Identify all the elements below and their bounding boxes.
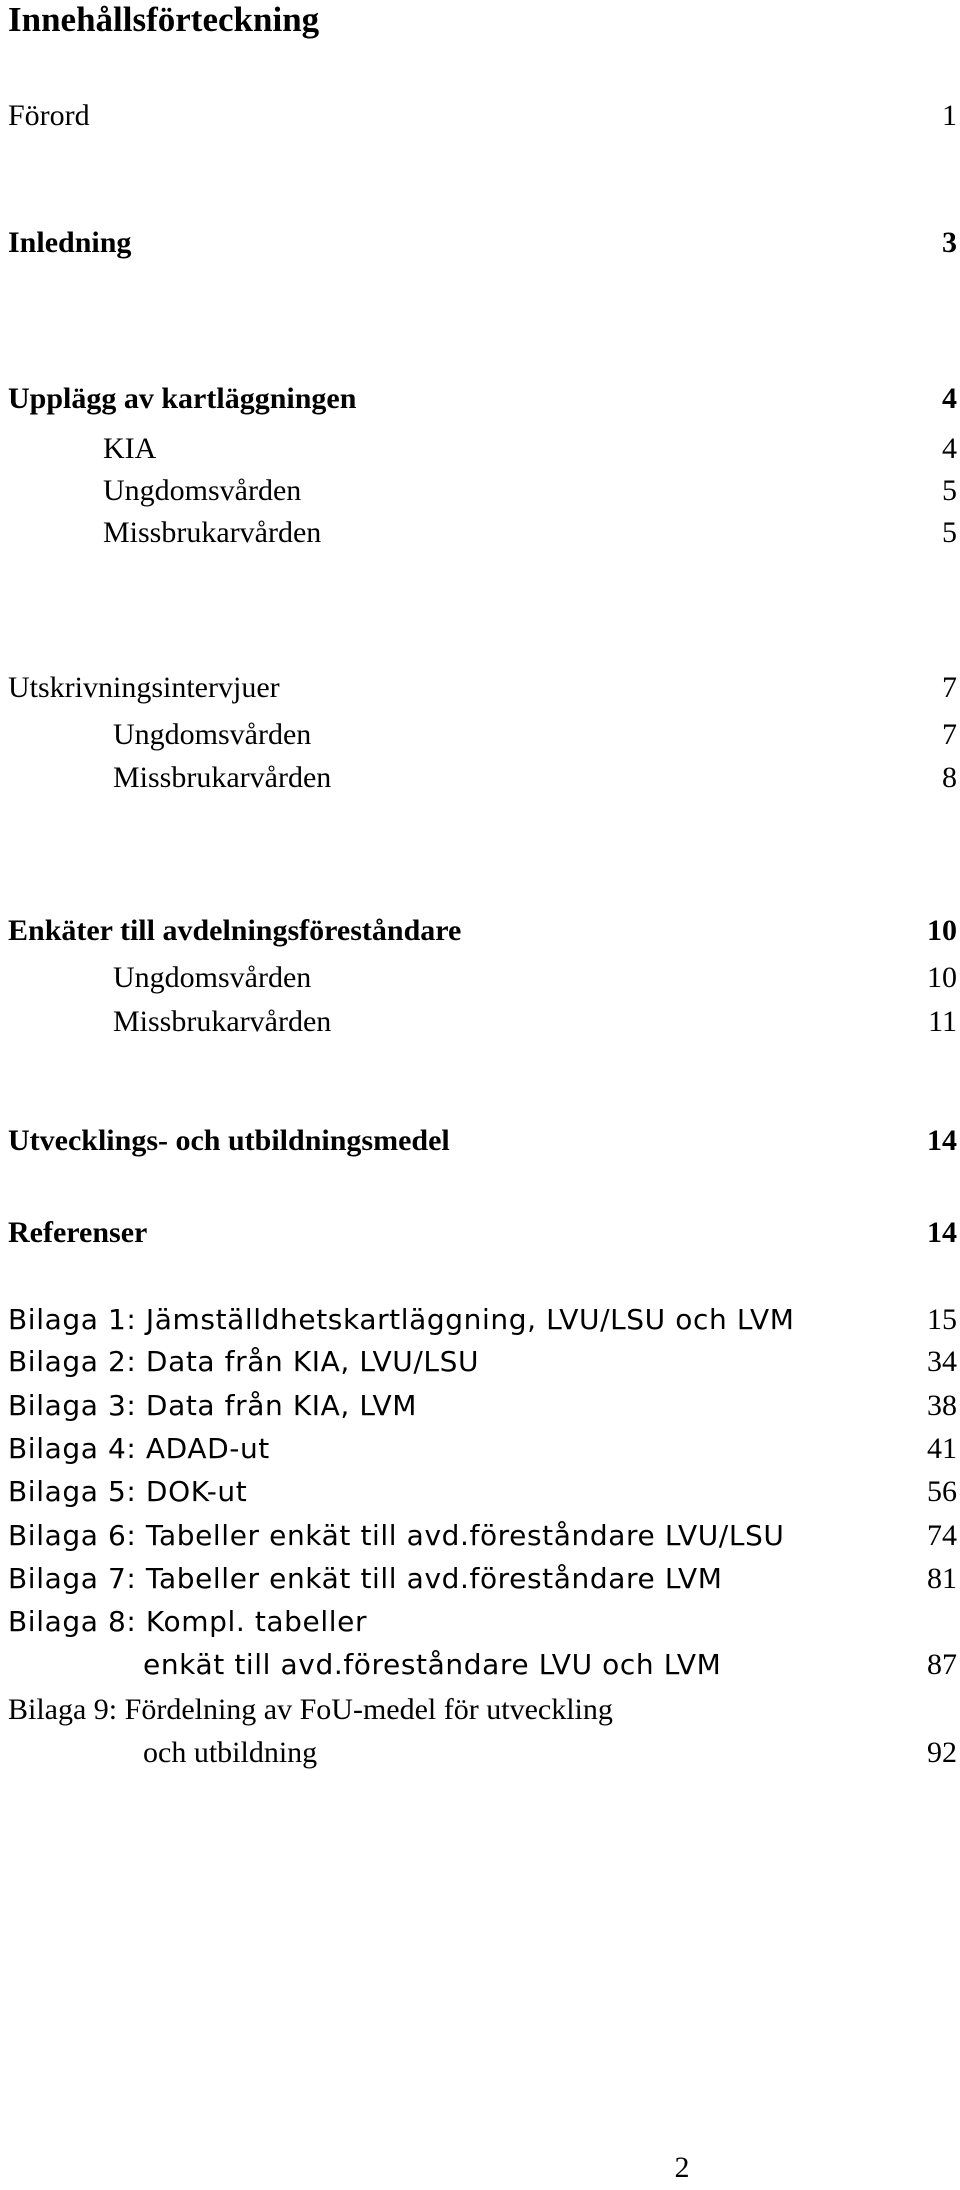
toc-appendix-continuation-label: och utbildning xyxy=(143,1736,318,1769)
toc-appendix-page: 87 xyxy=(927,1648,957,1681)
toc-entry-inledning[interactable] xyxy=(8,225,957,261)
toc-appendix-label: Bilaga 5: DOK-ut xyxy=(8,1475,248,1508)
toc-appendix-continuation-label: enkät till avd.föreståndare LVU och LVM xyxy=(143,1648,722,1681)
toc-subentry-page: 4 xyxy=(942,432,957,465)
toc-appendix-label: Bilaga 6: Tabeller enkät till avd.föreståndare LVU/LSU xyxy=(8,1519,785,1552)
toc-subentry-label: Missbrukarvården xyxy=(103,516,322,549)
toc-subentry-missbrukarvarden[interactable] xyxy=(113,760,957,796)
toc-appendix-page: 81 xyxy=(927,1562,957,1595)
toc-subentry-page: 5 xyxy=(942,474,957,507)
toc-appendix-page: 41 xyxy=(927,1432,957,1465)
toc-subentry-ungdomsvarden[interactable] xyxy=(103,473,957,509)
toc-subentry-page: 8 xyxy=(942,761,957,794)
toc-subentry-page: 7 xyxy=(942,718,957,751)
toc-entry-utskrivningsintervjuer[interactable] xyxy=(8,670,957,706)
toc-subentry-page: 11 xyxy=(928,1005,957,1038)
toc-entry-forord[interactable] xyxy=(8,98,957,134)
toc-appendix-page: 74 xyxy=(927,1519,957,1552)
toc-entry-page: 14 xyxy=(927,1216,957,1249)
toc-entry-utvecklingsmedel[interactable] xyxy=(8,1123,957,1159)
toc-entry-label: Enkäter till avdelningsföreståndare xyxy=(8,914,462,947)
toc-appendix-page: 38 xyxy=(927,1389,957,1422)
toc-entry-label: Upplägg av kartläggningen xyxy=(8,382,357,415)
toc-appendix-3[interactable] xyxy=(8,1388,957,1424)
toc-appendix-label: Bilaga 9: Fördelning av FoU-medel för utveckling xyxy=(8,1693,613,1726)
toc-entry-page: 10 xyxy=(927,914,957,947)
toc-entry-page: 4 xyxy=(942,382,957,415)
toc-entry-label: Förord xyxy=(8,99,90,132)
toc-appendix-8-continuation[interactable] xyxy=(143,1647,957,1683)
toc-subentry-missbrukarvarden[interactable] xyxy=(103,515,957,551)
toc-entry-label: Inledning xyxy=(8,226,132,259)
toc-subentry-ungdomsvarden[interactable] xyxy=(113,717,957,753)
toc-subentry-label: Ungdomsvården xyxy=(113,718,312,751)
toc-subentry-missbrukarvarden[interactable] xyxy=(113,1004,957,1040)
toc-entry-referenser[interactable] xyxy=(8,1215,957,1251)
toc-appendix-7[interactable] xyxy=(8,1561,957,1597)
toc-appendix-2[interactable] xyxy=(8,1344,957,1380)
toc-appendix-label: Bilaga 3: Data från KIA, LVM xyxy=(8,1389,418,1422)
toc-subentry-page: 5 xyxy=(942,516,957,549)
toc-appendix-label: Bilaga 4: ADAD-ut xyxy=(8,1432,270,1465)
toc-appendix-6[interactable] xyxy=(8,1518,957,1554)
toc-appendix-5[interactable] xyxy=(8,1474,957,1510)
toc-appendix-label: Bilaga 1: Jämställdhetskartläggning, LVU/LSU och LVM xyxy=(8,1303,795,1336)
toc-subentry-label: KIA xyxy=(103,432,157,465)
page-title: Innehållsförteckning xyxy=(8,0,320,39)
toc-subentry-label: Missbrukarvården xyxy=(113,761,332,794)
toc-appendix-label: Bilaga 7: Tabeller enkät till avd.föreståndare LVM xyxy=(8,1562,723,1595)
toc-appendix-8[interactable] xyxy=(8,1604,957,1640)
toc-entry-label: Utskrivningsintervjuer xyxy=(8,671,280,704)
toc-appendix-page: 92 xyxy=(927,1736,957,1769)
page-number: 2 xyxy=(674,2151,690,2184)
toc-subentry-kia[interactable] xyxy=(103,431,957,467)
toc-subentry-label: Missbrukarvården xyxy=(113,1005,332,1038)
toc-entry-label: Referenser xyxy=(8,1216,148,1249)
toc-subentry-label: Ungdomsvården xyxy=(103,474,302,507)
toc-appendix-9[interactable] xyxy=(8,1692,957,1728)
toc-subentry-page: 10 xyxy=(927,961,957,994)
toc-appendix-page: 56 xyxy=(927,1475,957,1508)
toc-entry-enkater[interactable] xyxy=(8,913,957,949)
toc-appendix-label: Bilaga 2: Data från KIA, LVU/LSU xyxy=(8,1345,480,1378)
toc-appendix-1[interactable] xyxy=(8,1302,957,1338)
toc-entry-page: 3 xyxy=(942,226,957,259)
toc-appendix-4[interactable] xyxy=(8,1431,957,1467)
toc-entry-page: 14 xyxy=(927,1124,957,1157)
toc-entry-page: 7 xyxy=(942,671,957,704)
toc-appendix-page: 15 xyxy=(927,1303,957,1336)
toc-subentry-ungdomsvarden[interactable] xyxy=(113,960,957,996)
toc-appendix-9-continuation[interactable] xyxy=(143,1735,957,1771)
toc-entry-upplagg[interactable] xyxy=(8,381,957,417)
toc-appendix-label: Bilaga 8: Kompl. tabeller xyxy=(8,1605,368,1638)
toc-subentry-label: Ungdomsvården xyxy=(113,961,312,994)
toc-entry-label: Utvecklings- och utbildningsmedel xyxy=(8,1124,450,1157)
toc-appendix-page: 34 xyxy=(927,1345,957,1378)
toc-entry-page: 1 xyxy=(942,99,957,132)
